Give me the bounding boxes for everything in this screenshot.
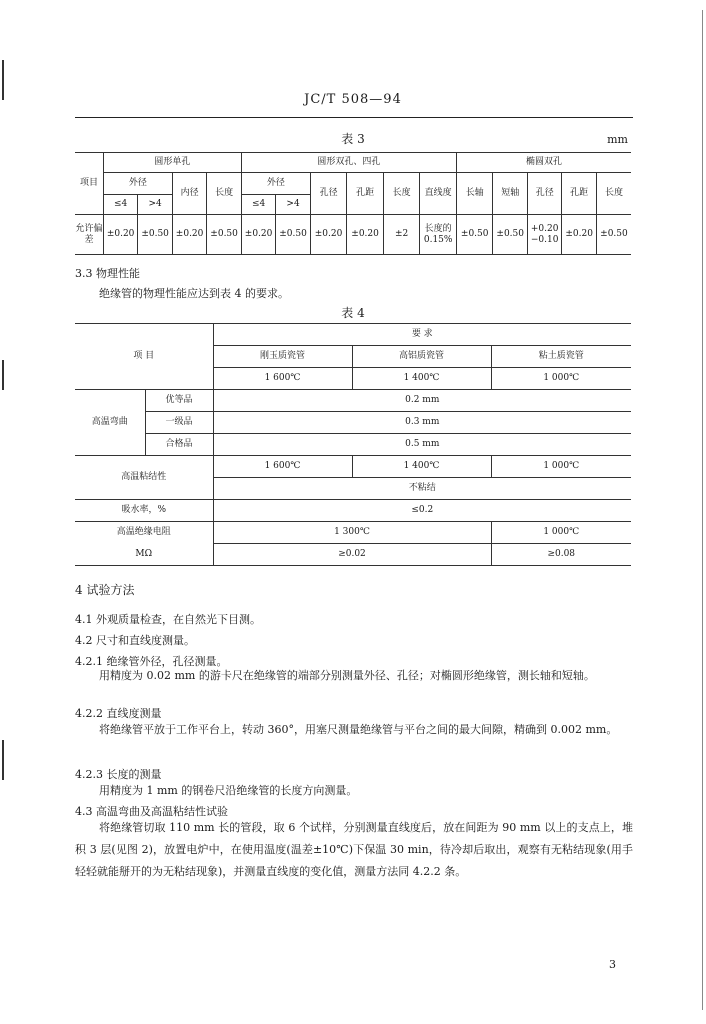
bend-value: 0.5 mm bbox=[213, 434, 631, 456]
material-alumina: 高铝质瓷管 bbox=[352, 346, 491, 368]
standard-code: JC/T 508—94 bbox=[304, 92, 402, 107]
item-header: 项 目 bbox=[75, 324, 213, 390]
tol-value: +0.20 −0.10 bbox=[527, 215, 561, 255]
header-rule bbox=[75, 117, 633, 118]
grade: 一级品 bbox=[145, 412, 213, 434]
tol-value: ±0.20 bbox=[347, 215, 384, 255]
tol-value: ±0.50 bbox=[207, 215, 242, 255]
scan-edge-mark bbox=[2, 740, 4, 780]
col-od: 外径 bbox=[103, 173, 172, 195]
bend-label: 高温弯曲 bbox=[75, 390, 145, 456]
table3-unit: mm bbox=[607, 133, 628, 146]
col-od2: 外径 bbox=[241, 173, 310, 195]
section-4-2-1: 4.2.1 绝缘管外径，孔径测量。 bbox=[75, 655, 228, 668]
section-4-2-2: 4.2.2 直线度测量 bbox=[75, 707, 162, 720]
col-pitch: 孔距 bbox=[347, 173, 384, 215]
grade: 优等品 bbox=[145, 390, 213, 412]
tol-value: ±2 bbox=[383, 215, 420, 255]
temp: 1 600℃ bbox=[213, 368, 352, 390]
col-len: 长度 bbox=[207, 173, 242, 215]
para-4-3: 将绝缘管切取 110 mm 长的管段，取 6 个试样，分别测量直线度后，放在间距为 90 mm 以上的支点上，堆积 3 层(见图 2)，放置电炉中，在使用温度(温差±10℃)下保温 30 min，待冷却后取出，观察有无粘结现象(用手轻轻就能掰开的为无粘结现象)，并测量直线度的变化值，测量方法同 4.2.2 条。 bbox=[75, 821, 633, 878]
table4 bbox=[75, 323, 631, 566]
table4-caption: 表 4 bbox=[341, 306, 365, 320]
material-corundum: 刚玉质瓷管 bbox=[213, 346, 352, 368]
temp: 1 000℃ bbox=[491, 368, 631, 390]
col-le4b: ≤4 bbox=[241, 195, 275, 215]
col-hole3: 孔径 bbox=[527, 173, 561, 215]
section-3-3-text: 绝缘管的物理性能应达到表 4 的要求。 bbox=[99, 287, 289, 300]
resist-unit: MΩ bbox=[75, 544, 213, 566]
tol-value: ±0.20 bbox=[172, 215, 206, 255]
bend-value: 0.3 mm bbox=[213, 412, 631, 434]
col-len2: 长度 bbox=[383, 173, 420, 215]
req-header: 要 求 bbox=[213, 324, 631, 346]
temp: 1 400℃ bbox=[352, 368, 491, 390]
stick-value: 不粘结 bbox=[213, 478, 631, 500]
group-ellipse-double: 椭圆双孔 bbox=[456, 153, 631, 173]
table3 bbox=[75, 152, 631, 255]
stick-label: 高温粘结性 bbox=[75, 456, 213, 500]
tol-value: ±0.50 bbox=[493, 215, 527, 255]
section-4-3: 4.3 高温弯曲及高温粘结性试验 bbox=[75, 805, 228, 818]
resist-value: ≥0.08 bbox=[491, 544, 631, 566]
resist-temp: 1 000℃ bbox=[491, 522, 631, 544]
scan-edge-mark bbox=[702, 10, 703, 1010]
resist-temp: 1 300℃ bbox=[213, 522, 491, 544]
absorb-label: 吸水率，% bbox=[75, 500, 213, 522]
tol-value: ±0.20 bbox=[562, 215, 596, 255]
col-major: 长轴 bbox=[456, 173, 493, 215]
section-4-2-3: 4.2.3 长度的测量 bbox=[75, 768, 162, 781]
tol-value: ±0.20 bbox=[103, 215, 137, 255]
tol-value: ±0.20 bbox=[310, 215, 347, 255]
tol-value: ±0.50 bbox=[138, 215, 172, 255]
tol-value: ±0.20 bbox=[241, 215, 275, 255]
absorb-value: ≤0.2 bbox=[213, 500, 631, 522]
col-len3: 长度 bbox=[596, 173, 631, 215]
grade: 合格品 bbox=[145, 434, 213, 456]
col-id: 内径 bbox=[172, 173, 206, 215]
col-minor: 短轴 bbox=[493, 173, 527, 215]
stick-temp: 1 000℃ bbox=[491, 456, 631, 478]
section-4-1: 4.1 外观质量检查，在自然光下目测。 bbox=[75, 613, 261, 626]
tol-value: ±0.50 bbox=[456, 215, 493, 255]
col-hole: 孔径 bbox=[310, 173, 347, 215]
table3-caption: 表 3 bbox=[341, 132, 365, 146]
tol-value: ±0.50 bbox=[276, 215, 310, 255]
col-gt4b: >4 bbox=[276, 195, 310, 215]
scan-edge-mark bbox=[2, 360, 4, 390]
col-le4: ≤4 bbox=[103, 195, 137, 215]
stick-temp: 1 600℃ bbox=[213, 456, 352, 478]
stick-temp: 1 400℃ bbox=[352, 456, 491, 478]
resist-label: 高温绝缘电阻 bbox=[75, 522, 213, 544]
tol-label: 允许偏差 bbox=[75, 215, 103, 255]
bend-value: 0.2 mm bbox=[213, 390, 631, 412]
tol-value: 长度的0.15% bbox=[420, 215, 457, 255]
section-4-title: 4 试验方法 bbox=[75, 583, 135, 597]
para-4-2-2: 将绝缘管平放于工作平台上，转动 360°，用塞尺测量绝缘管与平台之间的最大间隙，精确到 0.002 mm。 bbox=[99, 723, 618, 736]
para-4-2-1: 用精度为 0.02 mm 的游卡尺在绝缘管的端部分别测量外径、孔径；对椭圆形绝缘管，测长轴和短轴。 bbox=[99, 669, 595, 682]
group-round-double: 圆形双孔、四孔 bbox=[241, 153, 456, 173]
section-3-3-title: 3.3 物理性能 bbox=[75, 267, 140, 280]
group-round-single: 圆形单孔 bbox=[103, 153, 241, 173]
tol-value: ±0.50 bbox=[596, 215, 631, 255]
col-straight: 直线度 bbox=[420, 173, 457, 215]
material-clay: 粘土质瓷管 bbox=[491, 346, 631, 368]
page-number: 3 bbox=[609, 958, 616, 971]
col-gt4: >4 bbox=[138, 195, 172, 215]
para-4-2-3: 用精度为 1 mm 的钢卷尺沿绝缘管的长度方向测量。 bbox=[99, 784, 358, 797]
row-label: 项目 bbox=[75, 153, 103, 215]
section-4-2: 4.2 尺寸和直线度测量。 bbox=[75, 634, 195, 647]
resist-value: ≥0.02 bbox=[213, 544, 491, 566]
col-pitch3: 孔距 bbox=[562, 173, 596, 215]
